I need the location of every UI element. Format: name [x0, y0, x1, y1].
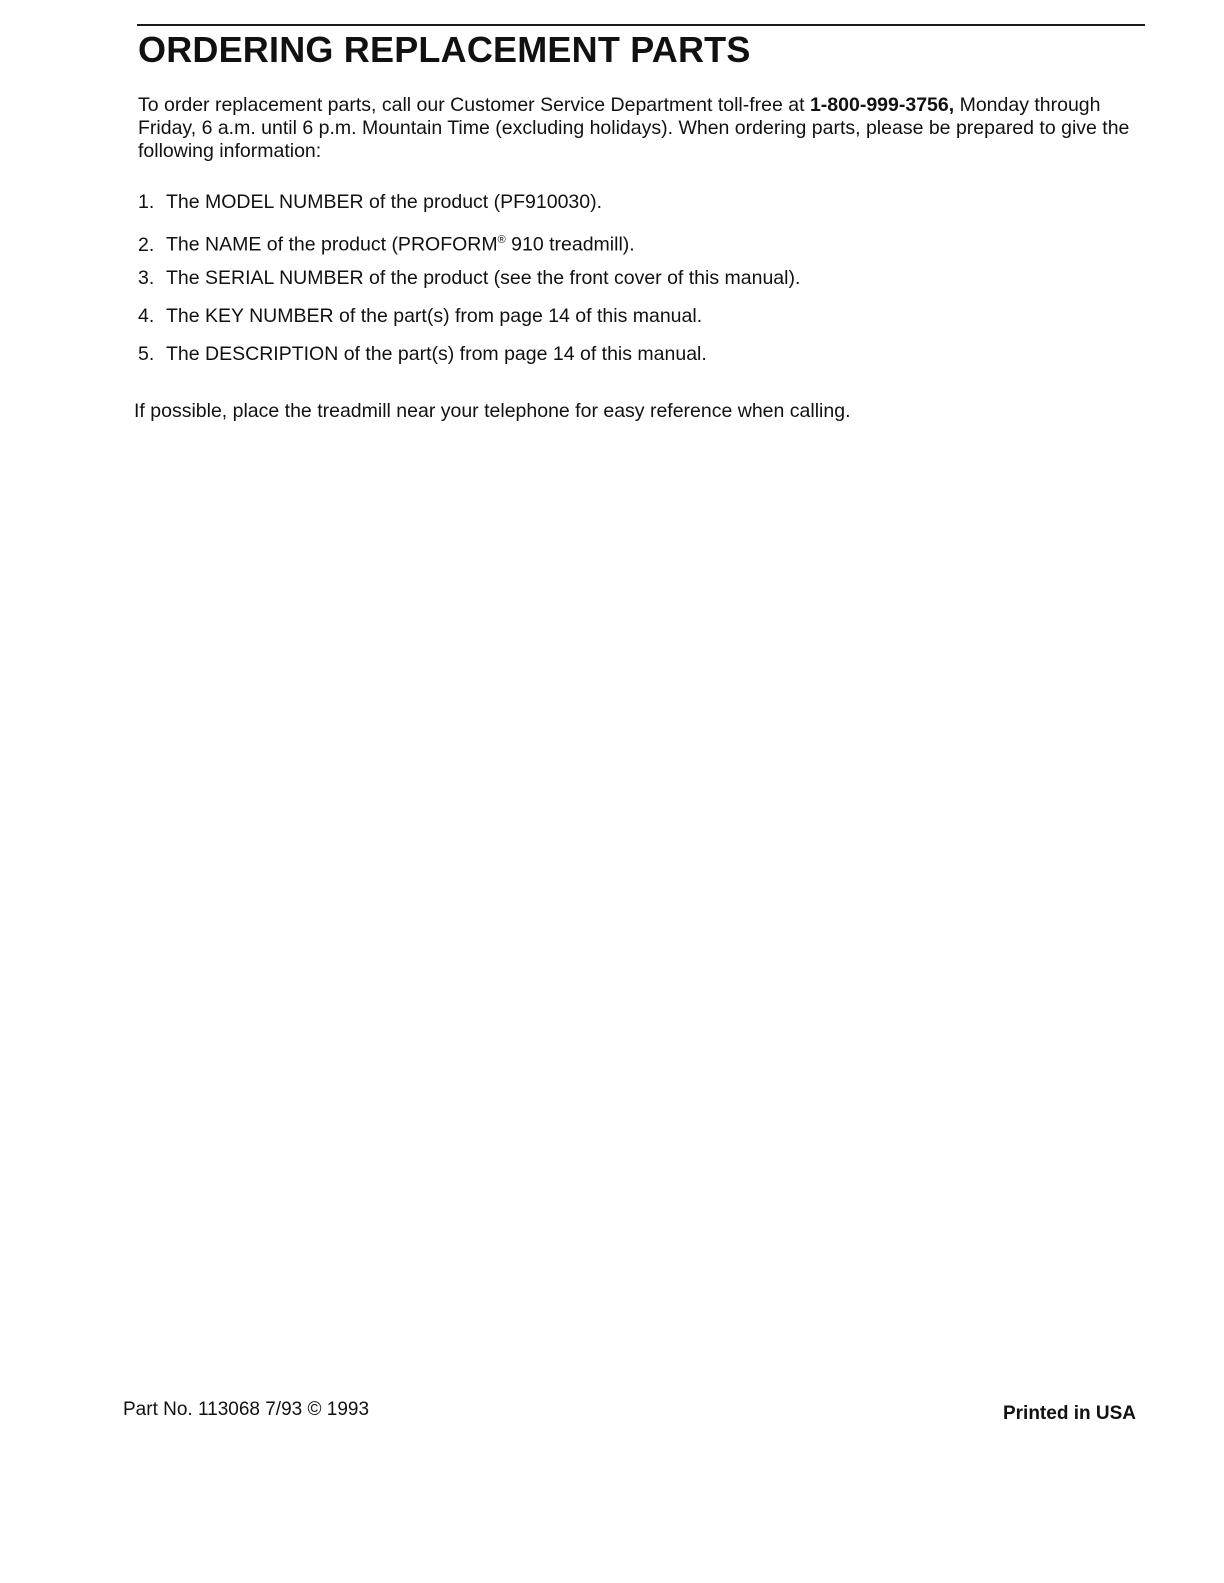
list-item-text: The DESCRIPTION of the part(s) from page 14 of this manual. [166, 343, 707, 365]
closing-note: If possible, place the treadmill near your telephone for easy reference when calling. [134, 400, 851, 422]
info-list [138, 190, 800, 380]
intro-paragraph [138, 94, 1138, 163]
page-title: ORDERING REPLACEMENT PARTS [138, 29, 751, 70]
list-item [138, 342, 800, 380]
list-item-number: 2. [138, 233, 155, 256]
list-item-number: 1. [138, 191, 155, 213]
list-item [138, 304, 800, 342]
list-item-text-end: 910 treadmill). [505, 233, 635, 256]
phone-number: 1-800-999-3756, [809, 94, 955, 116]
list-item [138, 266, 800, 304]
list-item-number: 4. [138, 305, 155, 327]
list-item-text: The SERIAL NUMBER of the product (see the front cover of this manual). [166, 267, 801, 289]
list-item [138, 228, 800, 266]
list-item-number: 3. [138, 267, 155, 289]
list-item-number: 5. [138, 343, 155, 365]
intro-text-end: Monday through Friday, 6 a.m. until 6 p.m. Mountain Time (excluding holidays). When ordering parts, please be prepared to give the following information: [138, 94, 1130, 162]
list-item [138, 190, 800, 228]
footer-part-info: Part No. 113068 7/93 © 1993 [123, 1399, 370, 1420]
header-rule [137, 24, 1145, 26]
list-item-text: The NAME of the product (PROFORM [166, 233, 498, 256]
list-item-text: The MODEL NUMBER of the product (PF910030). [166, 191, 603, 213]
footer-printed: Printed in USA [1002, 1403, 1136, 1424]
list-item-text: The KEY NUMBER of the part(s) from page 14 of this manual. [166, 305, 703, 327]
intro-text-start: To order replacement parts, call our Customer Service Department toll-free at [138, 94, 810, 116]
registered-mark: ® [497, 234, 506, 246]
